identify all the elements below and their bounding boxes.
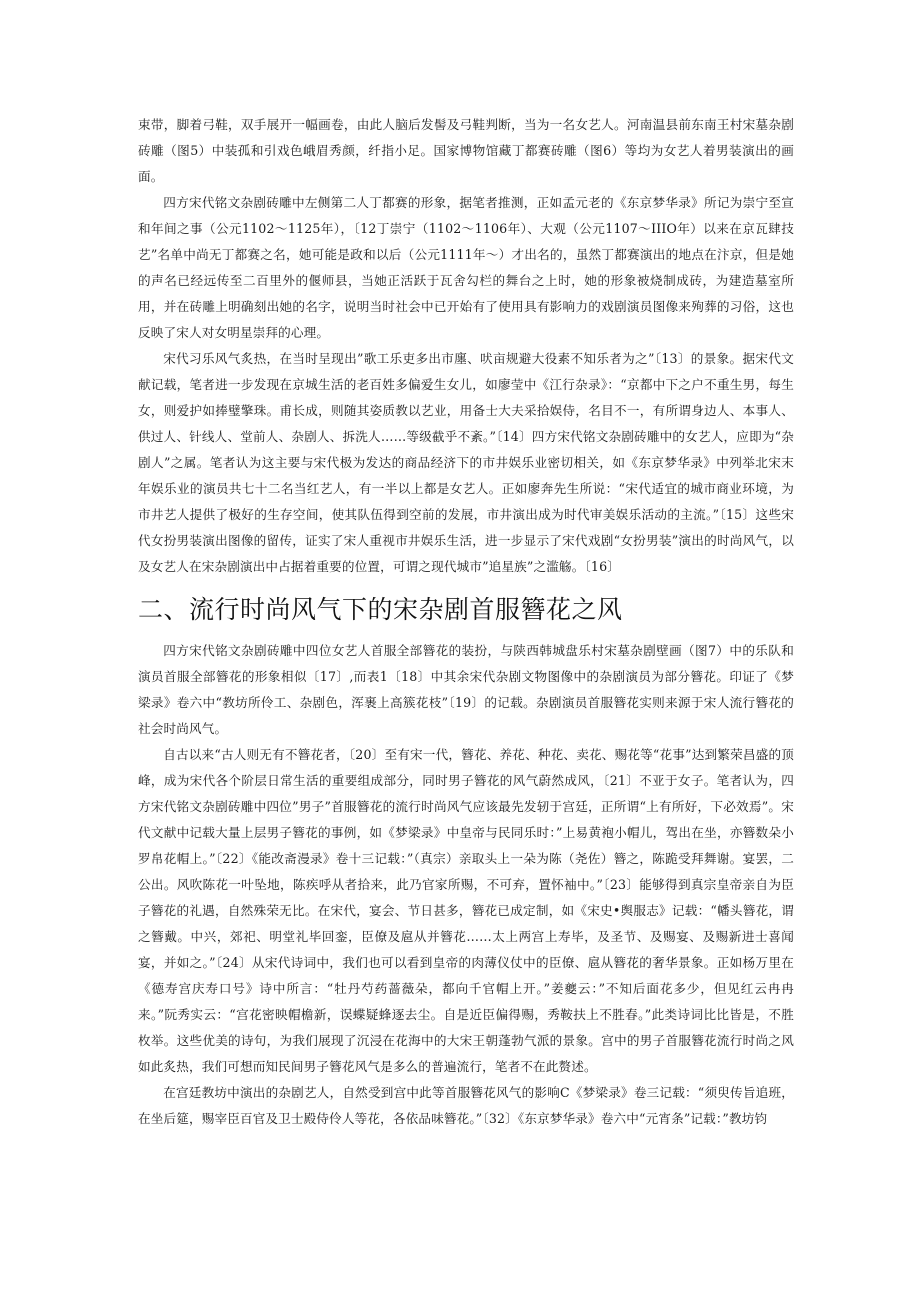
- paragraph-continued: 束带，脚着弓鞋，双手展开一幅画卷，由此人脑后发髻及弓鞋判断，当为一名女艺人。河南温县前东南王村宋墓杂剧砖雕（图5）中装孤和引戏色峨眉秀颜，纤指小足。国家博物馆藏丁都赛砖雕（图6）等均为女艺人着男装演出的画面。: [138, 117, 794, 184]
- paragraph-court-fashion: 自古以来“古人则无有不簪花者，〔20〕至有宋一代，簪花、养花、种花、卖花、赐花等“花事”达到繁荣昌盛的顶峰，成为宋代各个阶层日常生活的重要组成部分，同时男子簪花的风气蔚然成风，〔21〕不亚于女子。笔者认为，四方宋代铭文杂剧砖雕中四位”男子”首服簪花的流行时尚风气应该最先发轫于宫廷，正所谓“上有所好，下必效焉”。宋代文献中记载大量上层男子簪花的事例，如《梦梁录》中皇帝与民同乐时：”上易黄袍小帽儿，驾出在坐，亦簪数朵小罗帛花帽上。”〔22〕《能改斋漫录》卷十三记载：”（真宗）亲取头上一朵为陈（尧佐）簪之，陈跪受拜舞谢。宴罢，二公出。风吹陈花一叶坠地，陈疾呼从者拾来，此乃官家所赐，不可弃，置怀袖中。”〔23〕能够得到真宗皇帝亲自为臣子簪花的礼遇，自然殊荣无比。在宋代，宴会、节日甚多，簪花已成定制，如《宋史•舆服志》记载：“幡头簪花，谓之簪戴。中兴，郊祀、明堂礼毕回銮，臣僚及扈从并簪花……太上两宫上寿毕，及圣节、及赐宴、及赐新进士喜闻宴，并如之。”〔24〕从宋代诗词中，我们也可以看到皇帝的肉薄仪仗中的臣僚、扈从簪花的奢华景象。正如杨万里在《德寿宫庆寿口号》诗中所言：“牡丹芍药蔷薇朵，都向千官帽上开。”姜夔云：”不知后面花多少，但见红云冉冉来。”阮秀实云：“宫花密映帽檐新，误蝶疑蜂逐去尘。自是近臣偏得赐，秀鞍扶上不胜春。”此类诗词比比皆是，不胜枚举。这些优美的诗句，为我们展现了沉浸在花海中的大宋王朝蓬勃气派的景象。宫中的男子首服簪花流行时尚之风如此炙热，我们可想而知民间男子簪花风气是多么的普遍流行，笔者不在此赘述。: [138, 747, 794, 1074]
- paragraph-court-actors: 在宫廷教坊中演出的杂剧艺人，自然受到宫中此等首服簪花风气的影响C《梦梁录》卷三记载：“须臾传旨追班，在坐后筵，赐宰臣百官及卫士殿侍伶人等花，各依品味簪花。”〔32〕《东京梦华录》卷六中“元宵条”记载：”教坊钧: [138, 1085, 794, 1126]
- section-heading: 二、流行时尚风气下的宋杂剧首服簪花之风: [138, 595, 623, 624]
- paragraph-ding-dusai: 四方宋代铭文杂剧砖雕中左侧第二人丁都赛的形象，据笔者推测，正如孟元老的《东京梦华录》所记为崇宁至宣和年间之事（公元1102～1125年），〔12丁崇宁（1102～1106年）、大观（公元1107～IIIO年）以来在京瓦肆技艺”名单中尚无丁都赛之名，她可能是政和以后（公元1111年～）才出名的，虽然丁都赛演出的地点在汴京，但是她的声名已经远传至二百里外的偃师县，当她正活跃于瓦舍勾栏的舞台之上时，她的形象被烧制成砖，为建造墓室所用，并在砖雕上明确刻出她的名字，说明当时社会中已开始有了使用具有影响力的戏剧演员图像来殉葬的习俗，这也反映了宋人对女明星崇拜的心理。: [138, 195, 794, 340]
- paragraph-music-custom: 宋代习乐风气炙热，在当时呈现出”歌工乐吏多出市廛、吠亩规避大役素不知乐者为之”〔13〕的景象。据宋代文献记载，笔者进一步发现在京城生活的老百姓多偏爱生女儿，如廖莹中《江行杂录》：“京都中下之户不重生男，每生女，则爱护如捧璧擎珠。甫长成，则随其姿质教以艺业，用备士大夫采拾娱侍，名目不一，有所谓身边人、本事人、供过人、针线人、堂前人、杂剧人、拆洗人……等级截乎不紊。”〔14〕四方宋代铭文杂剧砖雕中的女艺人，应即为“杂剧人”之属。笔者认为这主要与宋代极为发达的商品经济下的市井娱乐业密切相关，如《东京梦华录》中列举北宋末年娱乐业的演员共七十二名当红艺人，有一半以上都是女艺人。正如廖奔先生所说：“宋代适宜的城市商业环境，为市井艺人提供了极好的生存空间，使其队伍得到空前的发展，市井演出成为时代审美娱乐活动的主流。”〔15〕这些宋代女扮男装演出图像的留传，证实了宋人重视市井娱乐生活，进一步显示了宋代戏剧“女扮男装”演出的时尚风气，以及女艺人在宋杂剧演出中占据着重要的位置，可谓之现代城市”追星族”之滥觞。〔16〕: [138, 351, 794, 574]
- document-page: [138, 112, 794, 1132]
- paragraph-hairpin-flowers: 四方宋代铭文杂剧砖雕中四位女艺人首服全部簪花的装扮，与陕西韩城盘乐村宋墓杂剧壁画（图7）中的乐队和演员首服全部簪花的形象相似〔17〕,而表1〔18〕中其余宋代杂剧文物图像中的杂剧演员为部分簪花。印证了《梦梁录》卷六中“教坊所伶工、杂剧色，浑裹上高簇花枝”〔19〕的记载。杂剧演员首服簪花实则来源于宋人流行簪花的社会时尚风气。: [138, 643, 794, 736]
